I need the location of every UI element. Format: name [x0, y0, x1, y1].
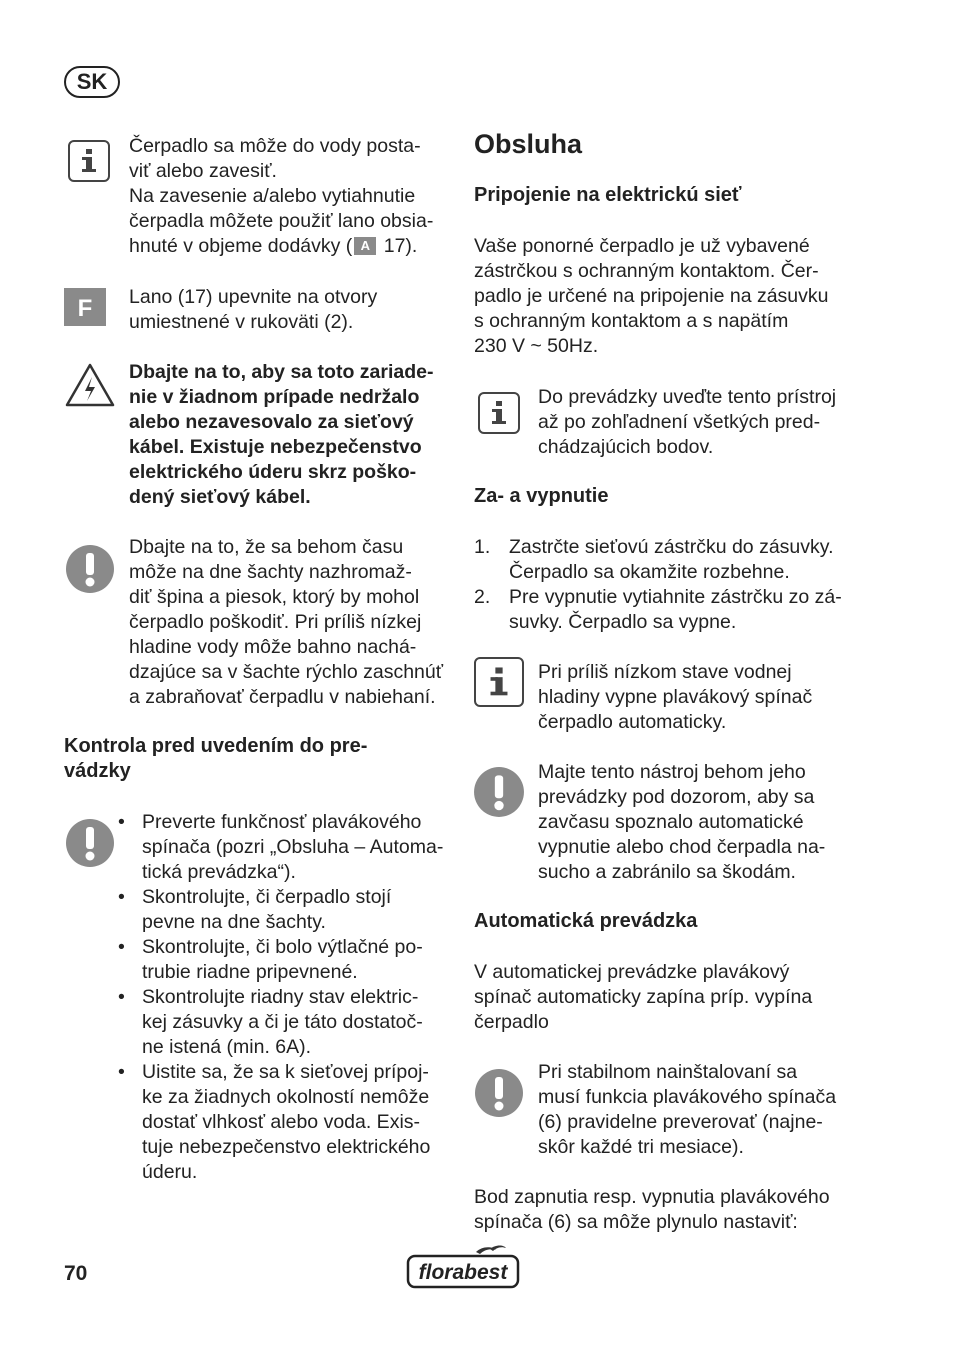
text-line: dostať vlhkosť alebo voda. Exis-	[142, 1111, 421, 1133]
text-fragment: hnuté v objeme dodávky (	[129, 235, 353, 257]
heading-line: vádzky	[64, 760, 131, 782]
text-line: elektrického úderu skrz poško-	[129, 461, 417, 483]
text-line: Na zavesenie a/alebo vytiahnutie	[129, 185, 416, 207]
text-line: umiestnené v rukoväti (2).	[129, 311, 354, 333]
page-number: 70	[64, 1262, 88, 1285]
text-line: Preverte funkčnosť plavákového	[142, 811, 422, 833]
switch-point-paragraph	[474, 1185, 874, 1235]
text-line: Pri príliš nízkom stave vodnej	[538, 661, 792, 683]
text-line: a zabraňovať čerpadlu v nabiehaní.	[129, 686, 436, 708]
step-number: 1.	[474, 536, 491, 558]
attention-icon	[474, 1068, 524, 1118]
text-line: pevne na dne šachty.	[142, 911, 326, 933]
text-line: zástrčkou s ochranným kontaktom. Čer-	[474, 260, 819, 282]
text-line: (6) pravidelne preverovať (najne-	[538, 1111, 823, 1133]
text-line: 230 V ~ 50Hz.	[474, 335, 599, 357]
figure-f-badge	[64, 288, 106, 326]
text-line: čerpadlo	[474, 1011, 549, 1033]
page-title: Obsluha	[474, 129, 583, 159]
section-heading-automatic: Automatická prevádzka	[474, 910, 698, 932]
text-line: Vaše ponorné čerpadlo je už vybavené	[474, 235, 810, 257]
text-line: môže na dne šachty nazhromaž-	[129, 561, 412, 583]
section-heading-inspection	[64, 734, 454, 784]
text-line: viť alebo zavesiť.	[129, 160, 277, 182]
text-line: spínača (6) sa môže plynulo nastaviť:	[474, 1211, 798, 1233]
text-line: Majte tento nástroj behom jeho	[538, 761, 806, 783]
automatic-paragraph	[474, 960, 874, 1035]
info-icon	[478, 392, 520, 434]
text-line: s ochranným kontaktom a s napätím	[474, 310, 789, 332]
list-item	[118, 1060, 462, 1185]
text-line: V automatickej prevádzke plavákový	[474, 961, 790, 983]
info-icon	[68, 140, 110, 182]
step-number: 2.	[474, 586, 491, 608]
text-line: ne istená (min. 6A).	[142, 1036, 312, 1058]
text-line: zavčasu spoznalo automatické	[538, 811, 804, 833]
text-line: Lano (17) upevnite na otvory	[129, 286, 378, 308]
electric-hazard-icon	[64, 362, 116, 408]
list-item	[118, 810, 462, 885]
text-line: Do prevádzky uveďte tento prístroj	[538, 386, 837, 408]
cable-warning	[129, 360, 459, 510]
text-line: dený sieťový kábel.	[129, 486, 311, 508]
float-switch-info	[538, 660, 878, 735]
figure-f-letter: F	[77, 295, 93, 322]
text-fragment: 17).	[378, 235, 418, 257]
text-line: Pri stabilnom nainštalovaní sa	[538, 1061, 798, 1083]
attention-icon	[65, 544, 115, 594]
text-line: suvky. Čerpadlo sa vypne.	[509, 611, 737, 633]
bullet-marker: •	[118, 986, 125, 1008]
text-line: Zastrčte sieťovú zástrčku do zásuvky.	[509, 536, 834, 558]
list-item	[118, 985, 462, 1060]
text-line: spínač automaticky zapína príp. vypína	[474, 986, 813, 1008]
heading-line: Kontrola pred uvedením do pre-	[64, 735, 368, 757]
text-line: Čerpadlo sa okamžite rozbehne.	[509, 561, 790, 583]
figure-a-badge: A	[354, 237, 376, 255]
text-line	[129, 234, 459, 259]
section-heading-power: Pripojenie na elektrickú sieť	[474, 184, 742, 206]
text-line: Dbajte na to, že sa behom času	[129, 536, 404, 558]
text-line: musí funkcia plavákového spínača	[538, 1086, 837, 1108]
switching-steps	[474, 535, 874, 635]
text-line: spínača (pozri „Obsluha – Automa-	[142, 836, 444, 858]
logo-wordmark: florabest	[418, 1261, 508, 1284]
text-line: padlo je určené na pripojenie na zásuvku	[474, 285, 829, 307]
power-paragraph	[474, 234, 874, 359]
text-line: diť špina a piesok, ktorý by mohol	[129, 586, 420, 608]
info-note-pump-placement	[129, 134, 459, 259]
text-line: hladine vody môže bahno nachá-	[129, 636, 417, 658]
list-item	[118, 935, 462, 985]
text-line: ke za žiadnych okolností nemôže	[142, 1086, 430, 1108]
attention-icon	[65, 818, 115, 868]
text-line: vypnutie alebo chod čerpadla na-	[538, 836, 826, 858]
text-line: hladiny vypne plavákový spínač	[538, 686, 813, 708]
text-line: skôr každé tri mesiace).	[538, 1136, 744, 1158]
text-line: tuje nebezpečenstvo elektrického	[142, 1136, 431, 1158]
text-line: prevádzky pod dozorom, aby sa	[538, 786, 815, 808]
text-line: Skontrolujte riadny stav elektric-	[142, 986, 419, 1008]
text-line: úderu.	[142, 1161, 198, 1183]
text-line: Pre vypnutie vytiahnite zástrčku zo zá-	[509, 586, 842, 608]
text-line: chádzajúcich bodov.	[538, 436, 714, 458]
text-line: až po zohľadnení všetkých pred-	[538, 411, 821, 433]
florabest-logo	[406, 1244, 520, 1295]
inspection-checklist	[118, 810, 462, 1185]
text-line: čerpadlo poškodiť. Pri príliš nízkej	[129, 611, 422, 633]
text-line: Skontrolujte, či bolo výtlačné po-	[142, 936, 423, 958]
list-item	[474, 535, 874, 585]
bullet-marker: •	[118, 811, 125, 833]
check-interval-note	[538, 1060, 878, 1160]
rope-instruction	[129, 285, 459, 335]
sediment-note	[129, 535, 459, 710]
text-line: Skontrolujte, či čerpadlo stojí	[142, 886, 392, 908]
text-line: čerpadlo automaticky.	[538, 711, 727, 733]
bullet-marker: •	[118, 1061, 125, 1083]
text-line: trubie riadne pripevnené.	[142, 961, 358, 983]
bullet-marker: •	[118, 886, 125, 908]
text-line: nie v žiadnom prípade nedržalo	[129, 386, 420, 408]
text-line: alebo nezavesovalo za sieťový	[129, 411, 414, 433]
bullet-marker: •	[118, 936, 125, 958]
list-item	[474, 585, 874, 635]
text-line: čerpadla môžete použiť lano obsia-	[129, 210, 434, 232]
list-item	[118, 885, 462, 935]
attention-icon	[473, 766, 525, 818]
text-line: Dbajte na to, aby sa toto zariade-	[129, 361, 434, 383]
text-line: Uistite sa, že sa k sieťovej prípoj-	[142, 1061, 429, 1083]
text-line: Bod zapnutia resp. vypnutia plavákového	[474, 1186, 830, 1208]
section-heading-switching: Za- a vypnutie	[474, 485, 609, 507]
text-line: dzajúce sa v šachte rýchlo zaschnúť	[129, 661, 444, 683]
text-line: kábel. Existuje nebezpečenstvo	[129, 436, 422, 458]
supervision-note	[538, 760, 878, 885]
language-badge: SK	[64, 66, 120, 98]
info-icon	[474, 657, 524, 707]
text-line: sucho a zabránilo sa škodám.	[538, 861, 796, 883]
operation-info	[538, 385, 878, 460]
text-line: tická prevádzka“).	[142, 861, 296, 883]
text-line: kej zásuvky a či je táto dostatoč-	[142, 1011, 423, 1033]
text-line: Čerpadlo sa môže do vody posta-	[129, 135, 421, 157]
